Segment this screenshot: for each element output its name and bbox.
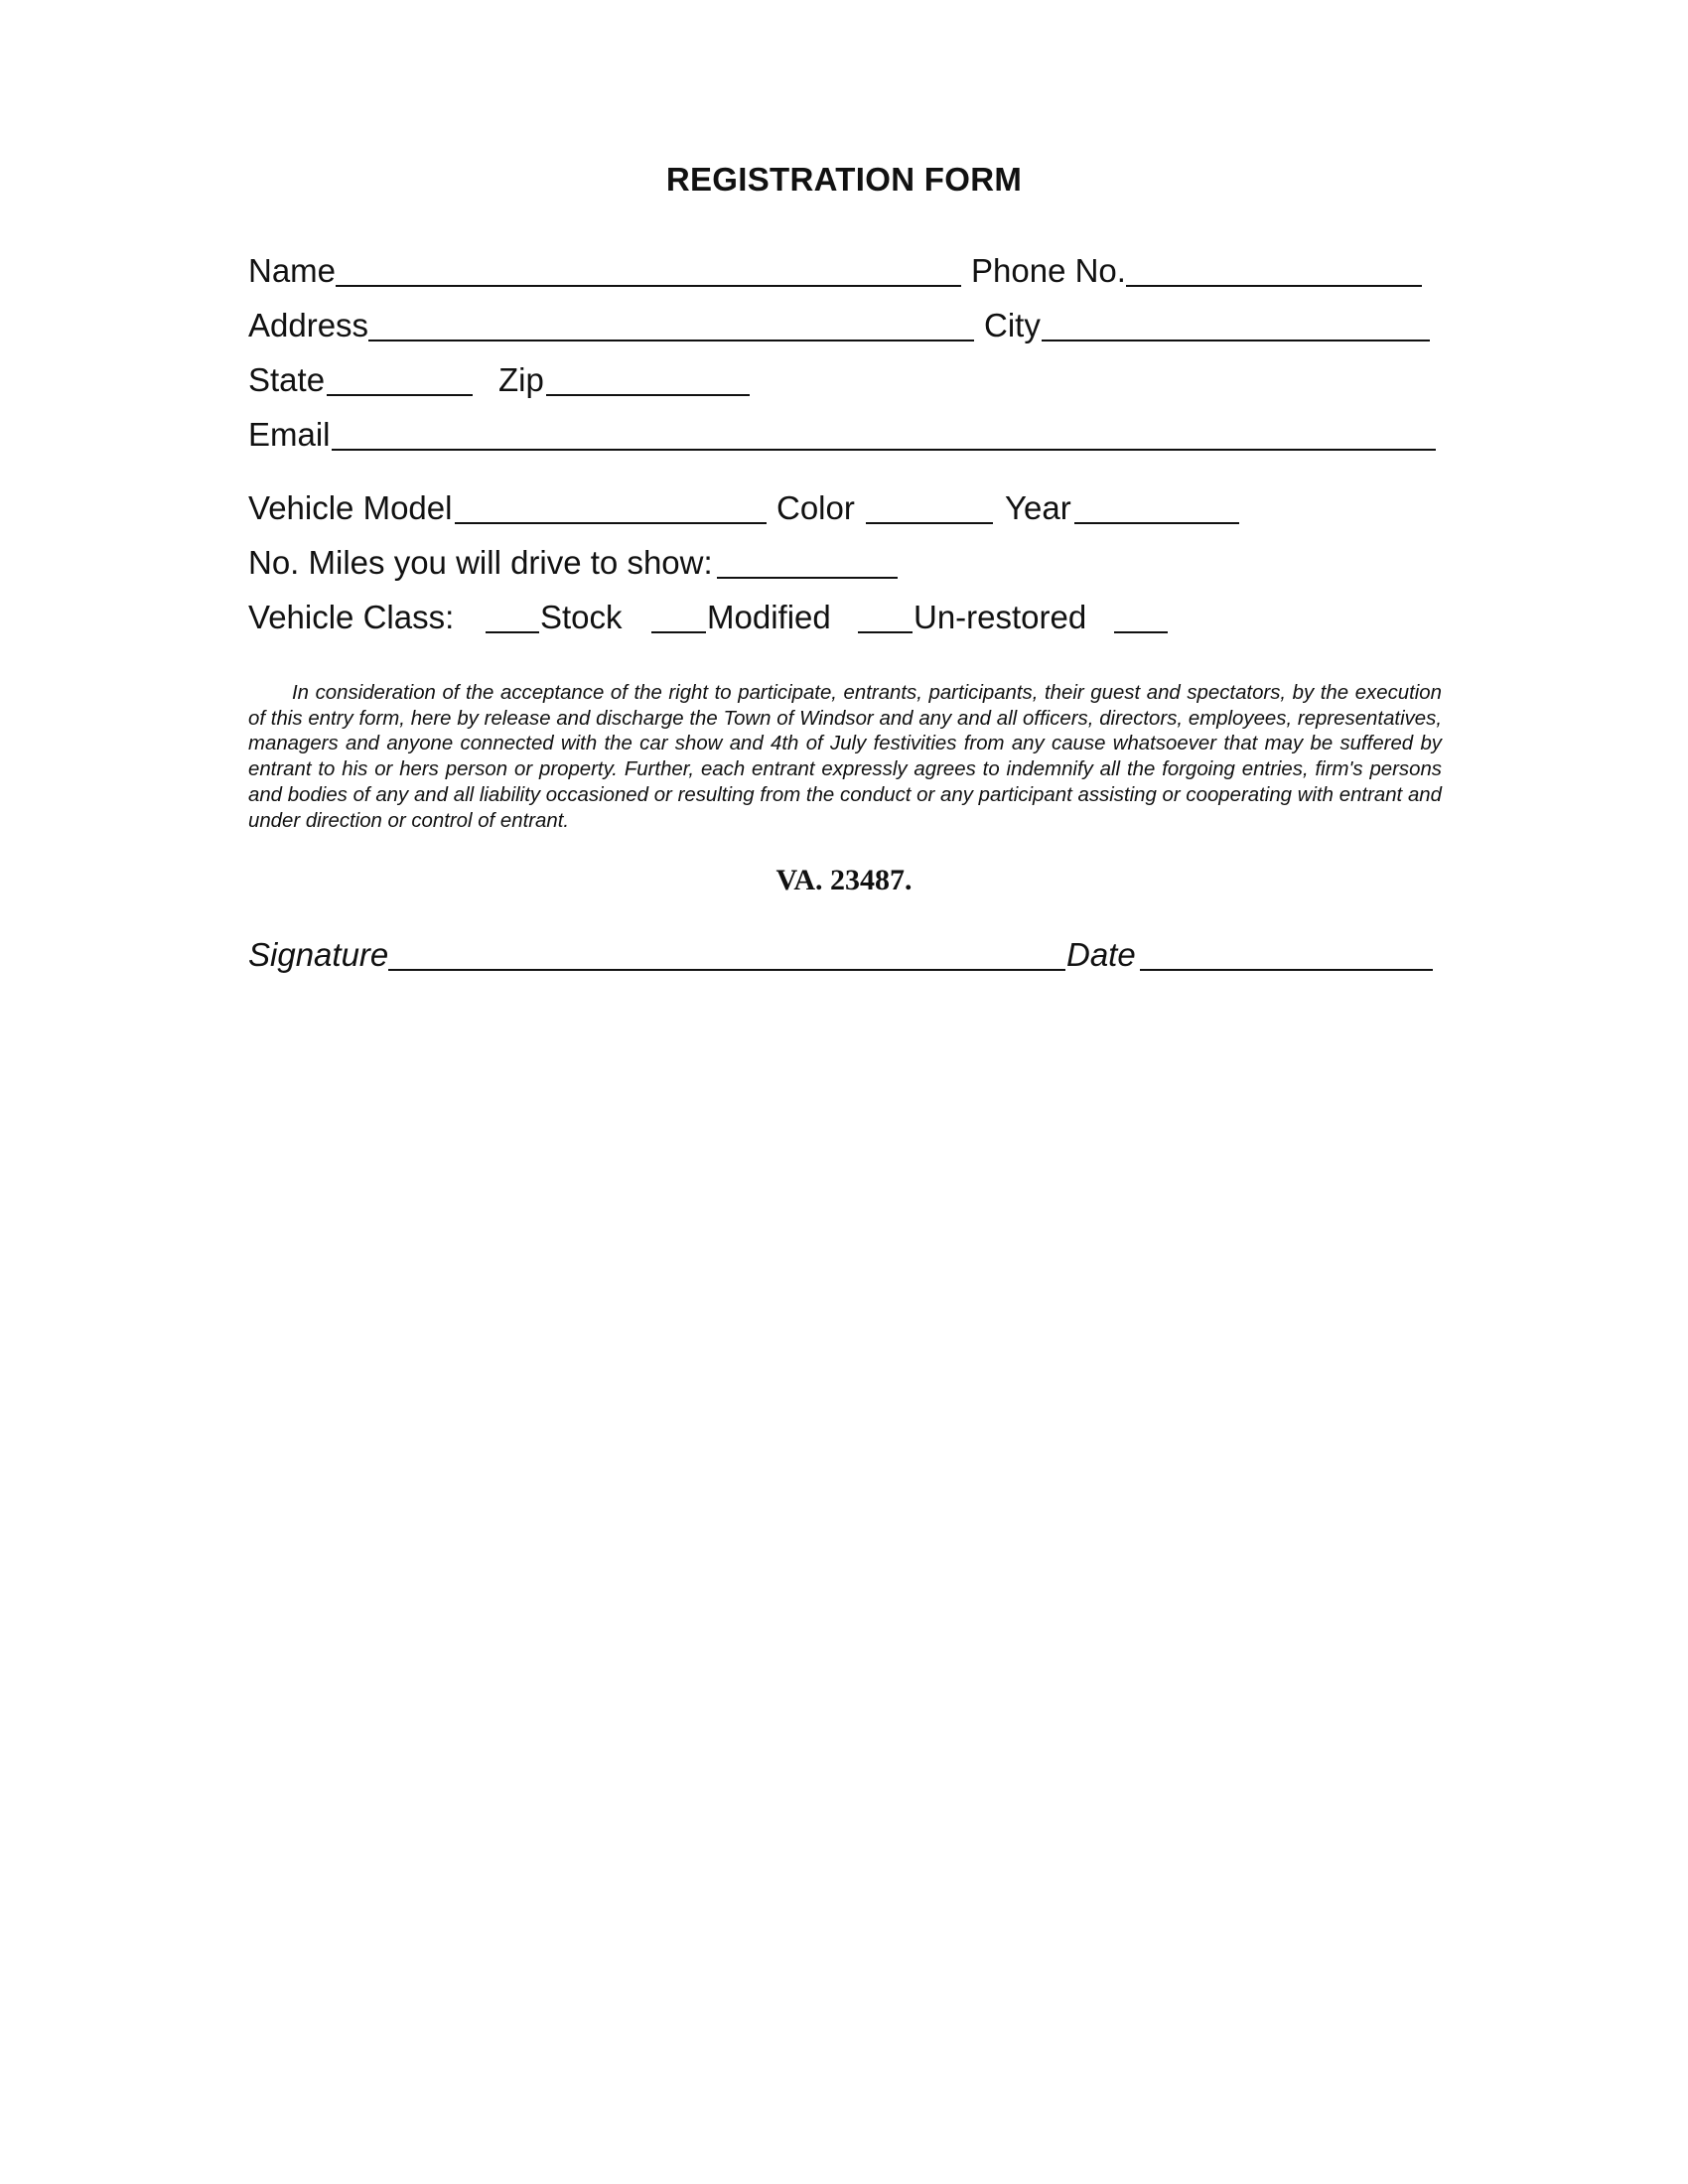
class-other-checkline[interactable]	[1114, 598, 1168, 633]
phone-field[interactable]	[1126, 251, 1422, 287]
email-field[interactable]	[332, 415, 1436, 451]
phone-label: Phone No.	[971, 252, 1126, 289]
vehicle-model-field[interactable]	[455, 488, 767, 524]
zip-field[interactable]	[546, 360, 750, 396]
class-unrestored-label: Un-restored	[914, 599, 1087, 635]
address-label: Address	[248, 307, 369, 343]
name-label: Name	[248, 252, 337, 289]
miles-label: No. Miles you will drive to show:	[248, 544, 713, 581]
zip-label: Zip	[498, 361, 544, 398]
class-modified-label: Modified	[707, 599, 831, 635]
class-unrestored-checkline[interactable]	[858, 598, 913, 633]
state-label: State	[248, 361, 326, 398]
statute-reference: VA. 23487.	[775, 864, 913, 896]
date-label: Date	[1066, 936, 1136, 973]
signature-label: Signature	[248, 936, 389, 973]
vehicle-class-label: Vehicle Class:	[248, 599, 455, 635]
year-label: Year	[1005, 489, 1071, 526]
class-stock-checkline[interactable]	[486, 598, 539, 633]
date-field[interactable]	[1140, 935, 1433, 971]
city-label: City	[984, 307, 1041, 343]
class-modified-checkline[interactable]	[651, 598, 706, 633]
color-label: Color	[776, 489, 855, 526]
email-label: Email	[248, 416, 331, 453]
state-field[interactable]	[327, 360, 473, 396]
form-title: REGISTRATION FORM	[665, 161, 1023, 198]
name-field[interactable]	[336, 251, 961, 287]
city-field[interactable]	[1042, 306, 1430, 341]
year-field[interactable]	[1074, 488, 1239, 524]
vehicle-model-label: Vehicle Model	[248, 489, 453, 526]
signature-field[interactable]	[388, 935, 1065, 971]
class-stock-label: Stock	[540, 599, 623, 635]
address-field[interactable]	[368, 306, 974, 341]
waiver-paragraph: In consideration of the acceptance of the right to participate, entrants, participants, their guest and spectators, by the execution of this entry form, here by release and discharge the Town of Windsor and any and all officers, directors, employees, representatives, managers and anyone connected with the car show and 4th of July festivities from any cause whatsoever that may be suffered by entrant to his or hers person or property. Further, each entrant expressly agrees to indemnify all the forgoing entries, firm's persons and bodies of any and all liability occasioned or resulting from the conduct or any participant assisting or cooperating with entrant and under direction or control of entrant.	[248, 682, 1442, 832]
color-field[interactable]	[866, 488, 993, 524]
miles-field[interactable]	[717, 543, 898, 579]
